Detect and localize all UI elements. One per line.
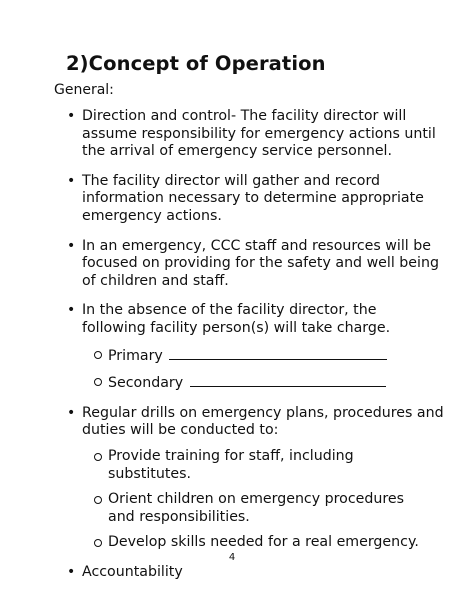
circle-bullet-icon — [94, 378, 102, 386]
circle-bullet-icon — [94, 453, 102, 461]
bullet-icon: • — [67, 172, 76, 189]
sub-list — [82, 346, 444, 393]
circle-bullet-icon — [94, 539, 102, 547]
list-item — [0, 564, 464, 582]
circle-bullet-icon — [94, 496, 102, 504]
list-item — [0, 108, 464, 161]
list-item — [0, 173, 464, 226]
bullet-icon: • — [67, 302, 76, 319]
page-number: 4 — [228, 552, 236, 563]
sub-list-item-text: Develop skills needed for a real emergency. — [108, 534, 419, 551]
bullet-list — [0, 108, 464, 593]
sub-list-item — [82, 534, 444, 552]
list-item — [0, 302, 464, 392]
list-item — [0, 238, 464, 291]
general-label: General: — [54, 82, 114, 98]
sub-list-item-text: Provide training for staff, including substitutes. — [108, 447, 354, 482]
bullet-icon: • — [67, 404, 76, 421]
sub-list-item-text: Orient children on emergency procedures and responsibilities. — [108, 491, 405, 525]
sub-list-item-primary — [82, 346, 444, 366]
section-heading: 2)Concept of Operation — [66, 52, 326, 75]
secondary-label: Secondary — [108, 375, 184, 392]
list-item-text: The facility director will gather and record information necessary to determine appropriate emergency actions. — [82, 172, 424, 224]
secondary-blank-line — [190, 373, 386, 387]
primary-label: Primary — [108, 347, 163, 364]
list-item-text: Regular drills on emergency plans, procedures and duties will be conducted to: — [82, 404, 444, 439]
sub-list-item — [82, 491, 444, 526]
bullet-icon: • — [67, 108, 76, 124]
sub-list — [82, 448, 444, 552]
list-item — [0, 405, 464, 552]
bullet-icon: • — [67, 237, 76, 254]
list-item-text: In an emergency, CCC staff and resources will be focused on providing for the safety and well being of children and staff. — [82, 237, 439, 289]
bullet-icon: • — [67, 563, 76, 580]
list-item-text: Direction and control- The facility director will assume responsibility for emergency actions until the arrival of emergency service personnel. — [82, 108, 436, 160]
sub-list-item — [82, 448, 444, 483]
circle-bullet-icon — [94, 351, 102, 359]
list-item-text: In the absence of the facility director, the following facility person(s) will take charge. — [82, 302, 391, 336]
list-item-text: Accountability — [82, 563, 183, 580]
sub-list-item-secondary — [82, 373, 444, 393]
primary-blank-line — [169, 346, 387, 360]
